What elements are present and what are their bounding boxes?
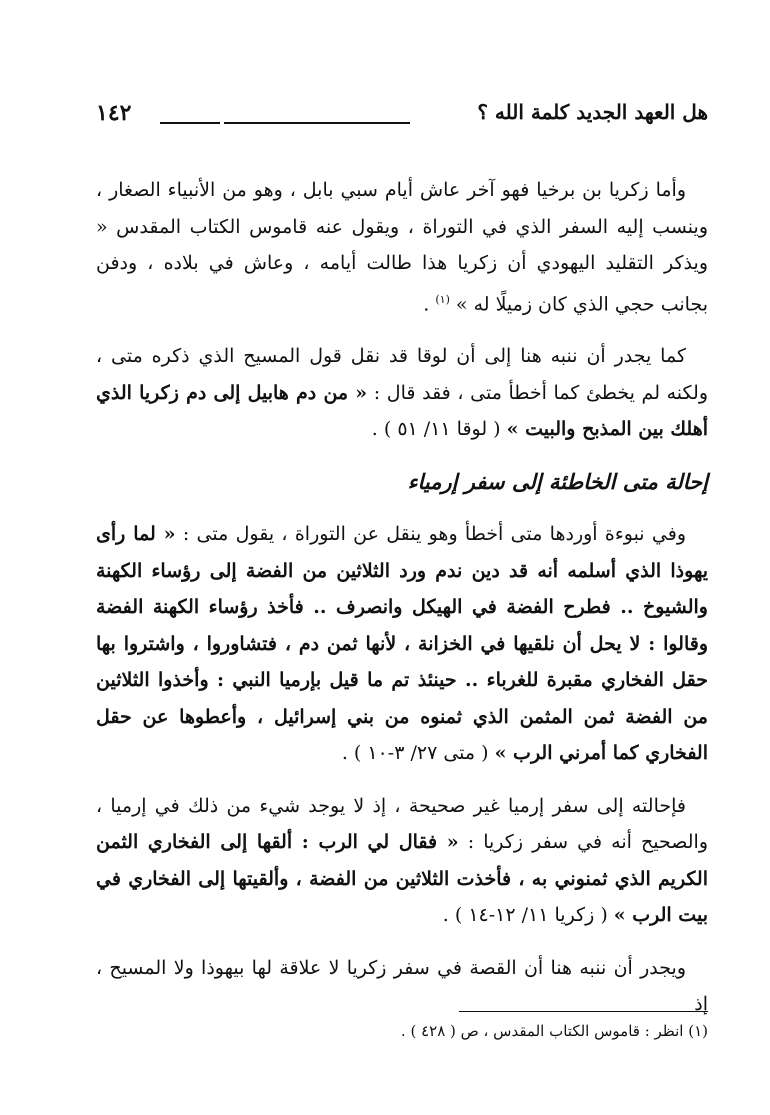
paragraph-2-text: كما يجدر أن ننبه هنا إلى أن لوقا قد نقل قول المسيح الذي ذكره متى ، ولكنه لم يخطئ كما أخطأ متى ، فقد قال : <box>96 345 708 404</box>
paragraph-2 <box>96 338 708 448</box>
paragraph-4 <box>96 788 708 934</box>
quote-zechariah: « فقال لي الرب : ألقها إلى الفخاري الثمن الكريم الذي ثمنوني به ، فأخذت الثلاثين من الفضة ، وألقيتها إلى الفخاري في بيت الرب » <box>96 831 708 927</box>
header-rule-middle <box>224 122 410 124</box>
footnote-ref: (١) <box>435 292 450 306</box>
reference-matthew: ( متى ٢٧/ ٣-١٠ ) . <box>341 742 495 765</box>
paragraph-3-text: وفي نبوءة أوردها متى أخطأ وهو ينقل عن التوراة ، يقول متى : <box>175 523 686 546</box>
paragraph-1 <box>96 172 708 322</box>
page-number: ١٤٢ <box>96 100 132 126</box>
running-header <box>96 100 708 132</box>
reference-luke: ( لوقا ١١/ ٥١ ) . <box>371 418 507 441</box>
paragraph-1-text: وأما زكريا بن برخيا فهو آخر عاش أيام سبي بابل ، وهو من الأنبياء الصغار ، وينسب إليه السفر الذي في التوراة ، ويقول عنه قاموس الكتاب المقدس « ويذكر التقليد اليهودي أن زكريا هذا طالت أيامه ، وعاش في بلاده ، ودفن بجانب حجي الذي كان زميلًا له » <box>96 179 708 315</box>
header-rule-left <box>160 122 220 124</box>
book-title: هل العهد الجديد كلمة الله ؟ <box>477 100 708 124</box>
paragraph-1-end: . <box>423 292 436 315</box>
section-heading: إحالة متى الخاطئة إلى سفر إرمياء <box>407 468 708 494</box>
main-text <box>96 172 708 1039</box>
paragraph-4-text: فإحالته إلى سفر إرميا غير صحيحة ، إذ لا يوجد شيء من ذلك في إرميا ، والصحيح أنه في سفر زكريا : <box>96 794 708 854</box>
reference-zechariah: ( زكريا ١١/ ١٢-١٤ ) . <box>442 904 614 927</box>
paragraph-5: ويجدر أن ننبه هنا أن القصة في سفر زكريا لا علاقة لها بيهوذا ولا المسيح ، إذ <box>96 956 708 1016</box>
paragraph-3 <box>96 516 708 772</box>
footnote-divider <box>459 1011 708 1012</box>
quote-luke: « من دم هابيل إلى دم زكريا الذي أهلك بين المذبح والبيت » <box>96 381 708 441</box>
footnote: (١) انظر : قاموس الكتاب المقدس ، ص ( ٤٢٨ ) . <box>400 1022 708 1040</box>
quote-matthew: « لما رأى يهوذا الذي أسلمه أنه قد دين ندم ورد الثلاثين من الفضة إلى رؤساء الكهنة والشيوخ .. فطرح الفضة في الهيكل وانصرف .. فأخذ رؤساء الكهنة الفضة وقالوا : لا يحل أن نلقيها في الخزانة ، لأنها ثمن دم ، فتشاوروا ، واشتروا بها حقل الفخاري مقبرة للغرباء .. حينئذ تم ما قيل بإرميا النبي : وأخذوا الثلاثين من الفضة ثمن المثمن الذي ثمنوه من بني إسرائيل ، وأعطوها عن حقل الفخاري كما أمرني الرب » <box>96 523 708 765</box>
